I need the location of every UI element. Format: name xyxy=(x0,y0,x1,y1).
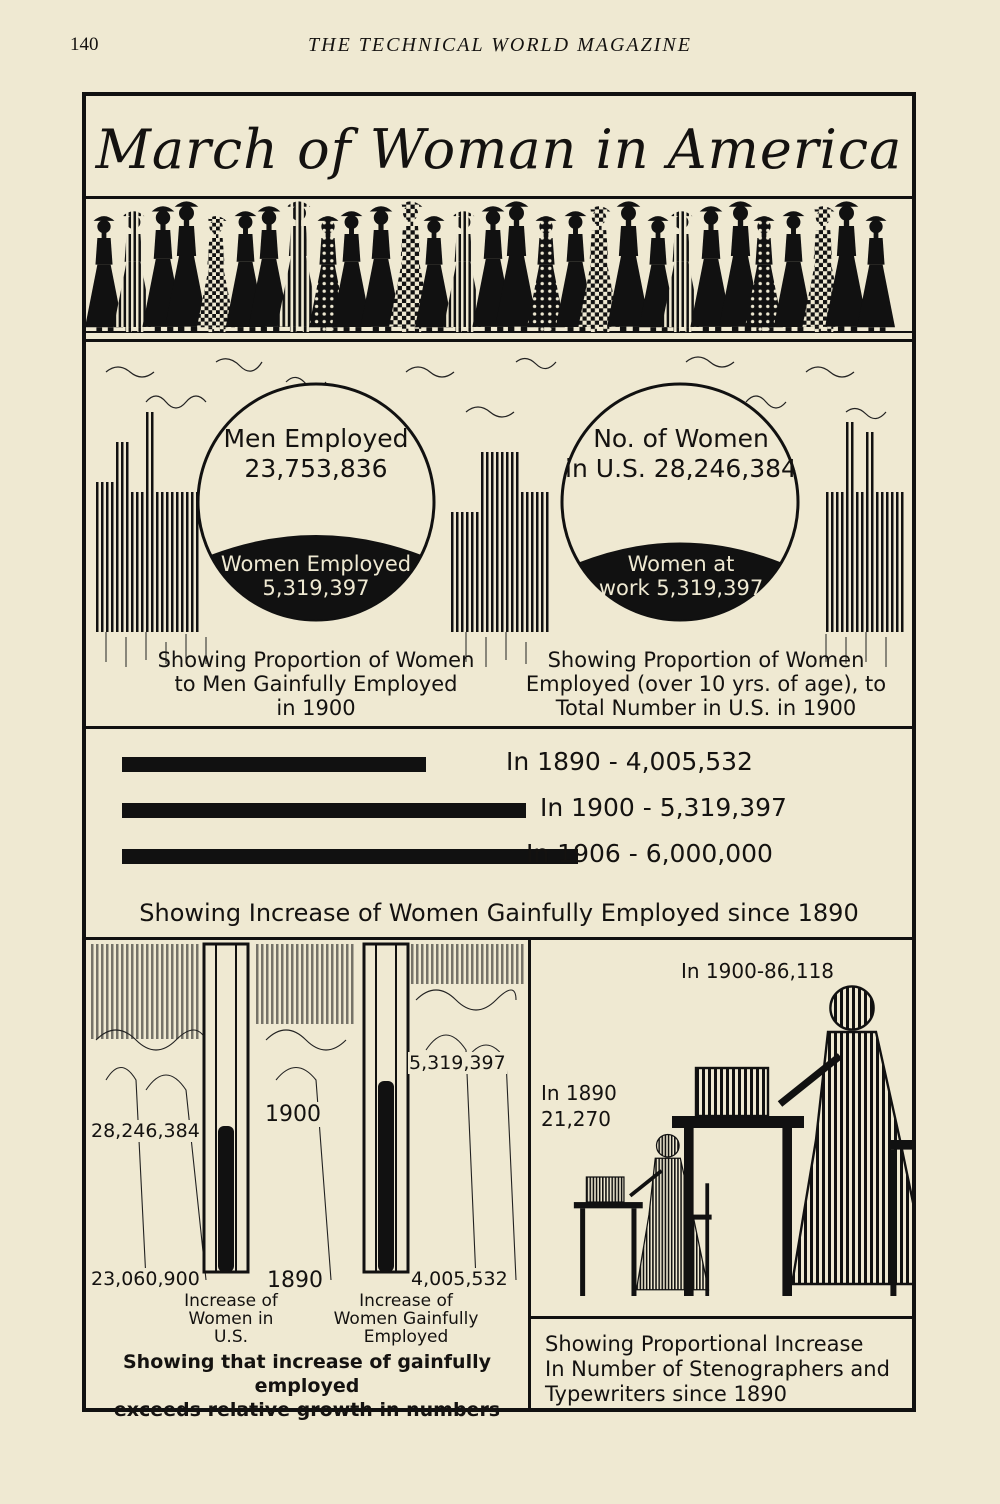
women-increase-caption xyxy=(156,1292,306,1346)
typist-desk-leg xyxy=(782,1128,792,1296)
increase-bar-label-1900: In 1900 - 5,319,397 xyxy=(540,793,787,822)
steno-divider xyxy=(531,1316,912,1319)
pie-population-caption-text xyxy=(506,648,906,720)
page-number: 140 xyxy=(70,34,99,55)
pie-employed-caption-line2: to Men Gainfully Employed xyxy=(174,672,458,696)
chair-leg xyxy=(890,1150,896,1296)
pie-employed-top-text xyxy=(191,424,441,484)
parade-woman xyxy=(857,216,895,332)
steno-1890-line2: 21,270 xyxy=(541,1107,611,1131)
thermometer-mercury-increase-of-women-gainfully-employed xyxy=(378,1081,394,1272)
pie-employed-bottom-text xyxy=(216,552,416,600)
pie-employed-caption-line1: Showing Proportion of Women xyxy=(157,648,475,672)
typist-head xyxy=(830,986,873,1029)
typewriter xyxy=(586,1177,624,1202)
steno-1890-label xyxy=(541,1080,617,1132)
year-1890-label: 1890 xyxy=(267,1268,323,1293)
women-at-work-label: Women at xyxy=(627,552,735,576)
typewriter xyxy=(696,1068,768,1116)
typist-desk xyxy=(574,1202,643,1208)
pie-population-caption-line2: Employed (over 10 yrs. of age), to xyxy=(525,672,887,696)
women-caption-line3: U.S. xyxy=(213,1327,249,1347)
steno-1890-line1: In 1890 xyxy=(541,1081,617,1105)
thermometer-caption-line2: exceeds relative growth in numbers xyxy=(113,1399,501,1421)
steno-caption-line2: In Number of Stenographers and xyxy=(545,1357,890,1381)
increase-bar-1906 xyxy=(122,849,578,864)
typist-head xyxy=(657,1134,680,1157)
title-box xyxy=(86,96,912,199)
employed-1890-label: 4,005,532 xyxy=(411,1268,508,1290)
year-1900-label: 1900 xyxy=(265,1102,321,1127)
employed-caption-line3: Employed xyxy=(363,1327,449,1347)
parade-illustration xyxy=(86,199,912,342)
parade-silhouettes xyxy=(86,199,912,339)
magazine-title: THE TECHNICAL WORLD MAGAZINE xyxy=(308,34,692,56)
typist-desk-leg xyxy=(631,1208,636,1296)
infographic-frame xyxy=(82,92,916,1421)
steno-caption-line3: Typewriters since 1890 xyxy=(545,1382,787,1406)
increase-bar-1900 xyxy=(122,803,526,818)
bars-section xyxy=(86,729,912,940)
women-total-value: in U.S. 28,246,384 xyxy=(565,454,797,483)
chair-back xyxy=(705,1183,709,1296)
smoke-lines xyxy=(106,357,886,419)
typist-desk xyxy=(672,1116,804,1128)
men-employed-value: 23,753,836 xyxy=(244,454,388,483)
pie-employed-caption-line3: in 1900 xyxy=(276,696,356,720)
pie-employed-caption-text xyxy=(116,648,516,720)
increase-bar-label-1890: In 1890 - 4,005,532 xyxy=(506,747,753,776)
employed-1900-label: 5,319,397 xyxy=(409,1052,506,1074)
pie-population-caption-line3: Total Number in U.S. in 1900 xyxy=(555,696,857,720)
women-total-label: No. of Women xyxy=(593,424,769,453)
women-1890-label: 23,060,900 xyxy=(91,1268,200,1290)
employed-caption-line2: Women Gainfully xyxy=(333,1309,479,1329)
chair-seat xyxy=(888,1140,912,1150)
running-head xyxy=(0,34,1000,60)
pie-population-top-text xyxy=(556,424,806,484)
pie-population-bottom-text xyxy=(581,552,781,600)
men-employed-label: Men Employed xyxy=(223,424,409,453)
typist-dress xyxy=(636,1158,708,1290)
increase-caption: Showing Increase of Women Gainfully Employed since 1890 xyxy=(139,899,859,927)
employed-caption-line1: Increase of xyxy=(359,1291,453,1311)
women-1900-label: 28,246,384 xyxy=(91,1120,200,1142)
thermometer-caption-line1: Showing that increase of gainfully employed xyxy=(123,1351,491,1397)
typist-desk-leg xyxy=(580,1208,585,1296)
steno-caption xyxy=(545,1332,905,1407)
steno-1900-label: In 1900-86,118 xyxy=(681,959,835,983)
pie-charts-section xyxy=(86,342,912,729)
typist-figures xyxy=(574,986,912,1296)
increase-bar-label-1906: In 1906 - 6,000,000 xyxy=(526,839,773,868)
thermometer-mercury-increase-of-women-in-u.s. xyxy=(218,1126,234,1272)
thermometer-panel xyxy=(86,940,531,1421)
increase-bar-1890 xyxy=(122,757,426,772)
pie-population-caption-line1: Showing Proportion of Women xyxy=(547,648,865,672)
thermometer-caption xyxy=(86,1350,528,1422)
stenographer-panel xyxy=(531,940,912,1408)
women-caption-line1: Increase of xyxy=(184,1291,278,1311)
steno-caption-line1: Showing Proportional Increase xyxy=(545,1332,864,1356)
women-caption-line2: Women in xyxy=(188,1309,274,1329)
women-at-work-value: work 5,319,397 xyxy=(598,576,764,600)
employed-increase-caption xyxy=(316,1292,496,1346)
women-employed-value: 5,319,397 xyxy=(262,576,370,600)
main-title: March of Woman in America xyxy=(95,118,903,181)
women-employed-label: Women Employed xyxy=(220,552,412,576)
typist-desk-leg xyxy=(684,1128,694,1296)
